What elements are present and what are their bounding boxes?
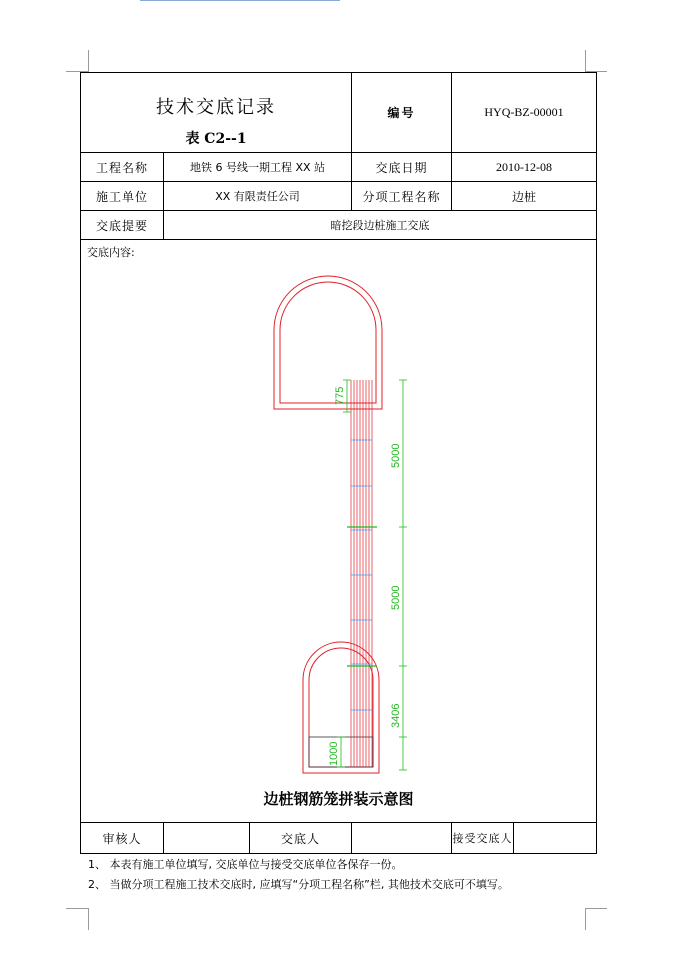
- crop-mark-br-h: [585, 908, 607, 909]
- project-name-value: 地铁 6 号线一期工程 XX 站: [164, 153, 352, 182]
- discloser-label: 交底人: [250, 823, 352, 854]
- number-label: 编号: [352, 73, 452, 153]
- document-title: 技术交底记录: [156, 97, 276, 118]
- date-label: 交底日期: [352, 153, 452, 182]
- number-value: HYQ-BZ-00001: [452, 73, 597, 153]
- content-label: 交底内容:: [87, 246, 135, 259]
- dim-label-3: 5000: [390, 585, 402, 610]
- unit-label: 施工单位: [81, 182, 164, 211]
- record-table: [80, 72, 597, 854]
- rebar-cage: [351, 380, 372, 767]
- joint-markers: [347, 527, 377, 666]
- top-edge-line: [140, 0, 340, 1]
- crop-mark-bl-v: [88, 908, 89, 930]
- crop-mark-br-v: [585, 908, 586, 930]
- upper-tunnel-inner: [280, 282, 376, 403]
- title-cell: [81, 73, 352, 153]
- discloser-field[interactable]: [352, 823, 452, 854]
- summary-value: 暗挖段边桩施工交底: [164, 211, 597, 240]
- subproject-label: 分项工程名称: [352, 182, 452, 211]
- footnote-2: 2、 当做分项工程施工技术交底时, 应填写“分项工程名称”栏, 其他技术交底可不填写。: [88, 878, 509, 891]
- drawing-caption: 边桩钢筋笼拼装示意图: [263, 790, 414, 808]
- crop-mark-bl-h: [66, 908, 88, 909]
- project-name-label: 工程名称: [81, 153, 164, 182]
- unit-value: XX 有限责任公司: [164, 182, 352, 211]
- reviewer-label: 审核人: [81, 823, 164, 854]
- receiver-label: 接受交底人: [452, 823, 514, 854]
- dim-label-5: 1000: [328, 741, 340, 766]
- date-value: 2010-12-08: [452, 153, 597, 182]
- content-cell: [81, 240, 597, 823]
- crop-mark-tr-v: [585, 50, 586, 72]
- footnote-1: 1、 本表有施工单位填写, 交底单位与接受交底单位各保存一份。: [88, 858, 403, 871]
- summary-label: 交底提要: [81, 211, 164, 240]
- dim-label-4: 3406: [390, 703, 402, 728]
- form-number: 表 C2--1: [185, 131, 247, 147]
- rebar-cage-drawing: [81, 240, 595, 822]
- dim-label-1: 775: [334, 386, 346, 405]
- subproject-value: 边桩: [452, 182, 597, 211]
- footnotes: [88, 855, 509, 895]
- reviewer-field[interactable]: [164, 823, 250, 854]
- dim-label-2: 5000: [390, 443, 402, 468]
- receiver-field[interactable]: [514, 823, 597, 854]
- crop-mark-tl-v: [88, 50, 89, 72]
